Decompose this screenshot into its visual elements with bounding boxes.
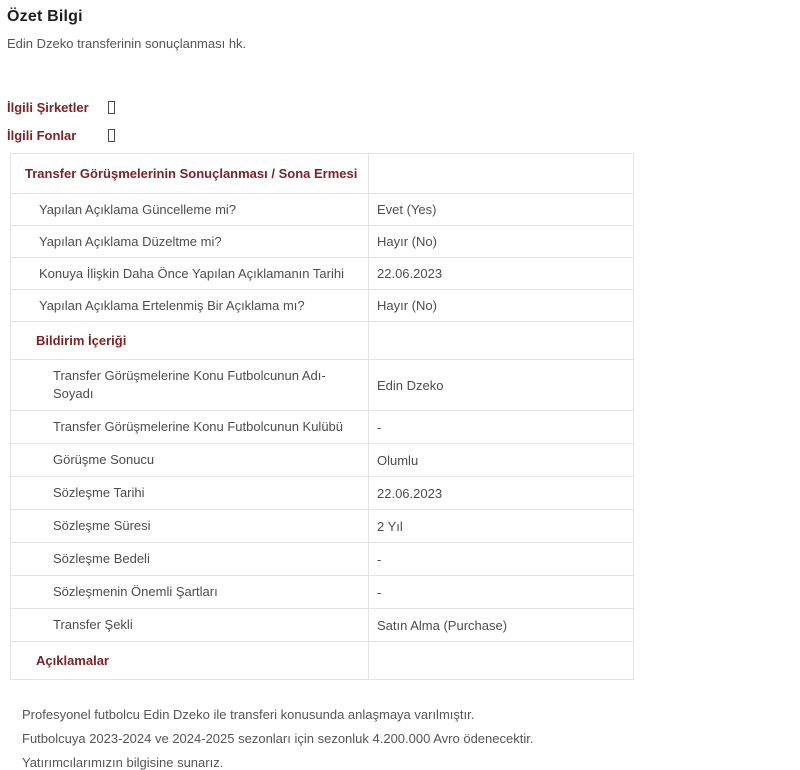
summary-header [7,8,800,51]
row-value: Hayır (No) [369,226,634,258]
empty-value-box-icon [108,129,115,142]
table-row [11,290,634,322]
table-row [11,642,634,680]
table-row [11,411,634,444]
row-value: Satın Alma (Purchase) [369,609,634,642]
table-row [11,322,634,360]
row-label: Sözleşme Bedeli [11,543,369,576]
disclosure-paragraph: Yatırımcılarımızın bilgisine sunarız. [22,755,224,770]
disclosure-table [10,153,634,680]
page-title: Özet Bilgi [7,8,83,25]
disclosure-paragraph: Futbolcuya 2023-2024 ve 2024-2025 sezonları için sezonluk 4.200.000 Avro ödenecektir. [22,731,534,746]
row-label: Yapılan Açıklama Ertelenmiş Bir Açıklama mı? [11,290,369,322]
row-label: Sözleşme Süresi [11,510,369,543]
related-companies-row [7,97,800,117]
row-value: Edin Dzeko [369,360,634,411]
row-label: Açıklamalar [11,642,369,680]
table-row [11,477,634,510]
table-row [11,510,634,543]
table-row [11,444,634,477]
row-label: Transfer Görüşmelerinin Sonuçlanması / Sona Ermesi [11,154,369,194]
row-label: Sözleşmenin Önemli Şartları [11,576,369,609]
row-label: Transfer Görüşmelerine Konu Futbolcunun Adı-Soyadı [11,360,369,411]
disclosure-footer [22,708,800,769]
row-value: Hayır (No) [369,290,634,322]
row-label: Yapılan Açıklama Düzeltme mi? [11,226,369,258]
row-label: Konuya İlişkin Daha Önce Yapılan Açıklamanın Tarihi [11,258,369,290]
row-label: Transfer Görüşmelerine Konu Futbolcunun Kulübü [11,411,369,444]
table-row [11,226,634,258]
table-row [11,543,634,576]
row-value: - [369,576,634,609]
table-row [11,258,634,290]
disclosure-table-body [11,154,634,680]
related-funds-label: İlgili Fonlar [7,127,77,143]
row-label: Yapılan Açıklama Güncelleme mi? [11,194,369,226]
page-subtitle: Edin Dzeko transferinin sonuçlanması hk. [7,36,247,51]
table-row [11,360,634,411]
row-value [369,322,634,360]
table-row [11,576,634,609]
row-value: Olumlu [369,444,634,477]
row-label: Bildirim İçeriği [11,322,369,360]
row-label: Görüşme Sonucu [11,444,369,477]
row-value: - [369,543,634,576]
row-value [369,642,634,680]
disclosure-paragraph: Profesyonel futbolcu Edin Dzeko ile transferi konusunda anlaşmaya varılmıştır. [22,707,475,722]
table-row [11,609,634,642]
related-section [7,97,800,145]
row-value: 22.06.2023 [369,258,634,290]
row-value [369,154,634,194]
row-value: 2 Yıl [369,510,634,543]
table-row [11,154,634,194]
related-companies-label: İlgili Şirketler [7,99,89,115]
row-label: Transfer Şekli [11,609,369,642]
empty-value-box-icon [108,101,115,114]
related-funds-row [7,125,800,145]
row-value: 22.06.2023 [369,477,634,510]
row-label: Sözleşme Tarihi [11,477,369,510]
row-value: - [369,411,634,444]
table-row [11,194,634,226]
row-value: Evet (Yes) [369,194,634,226]
